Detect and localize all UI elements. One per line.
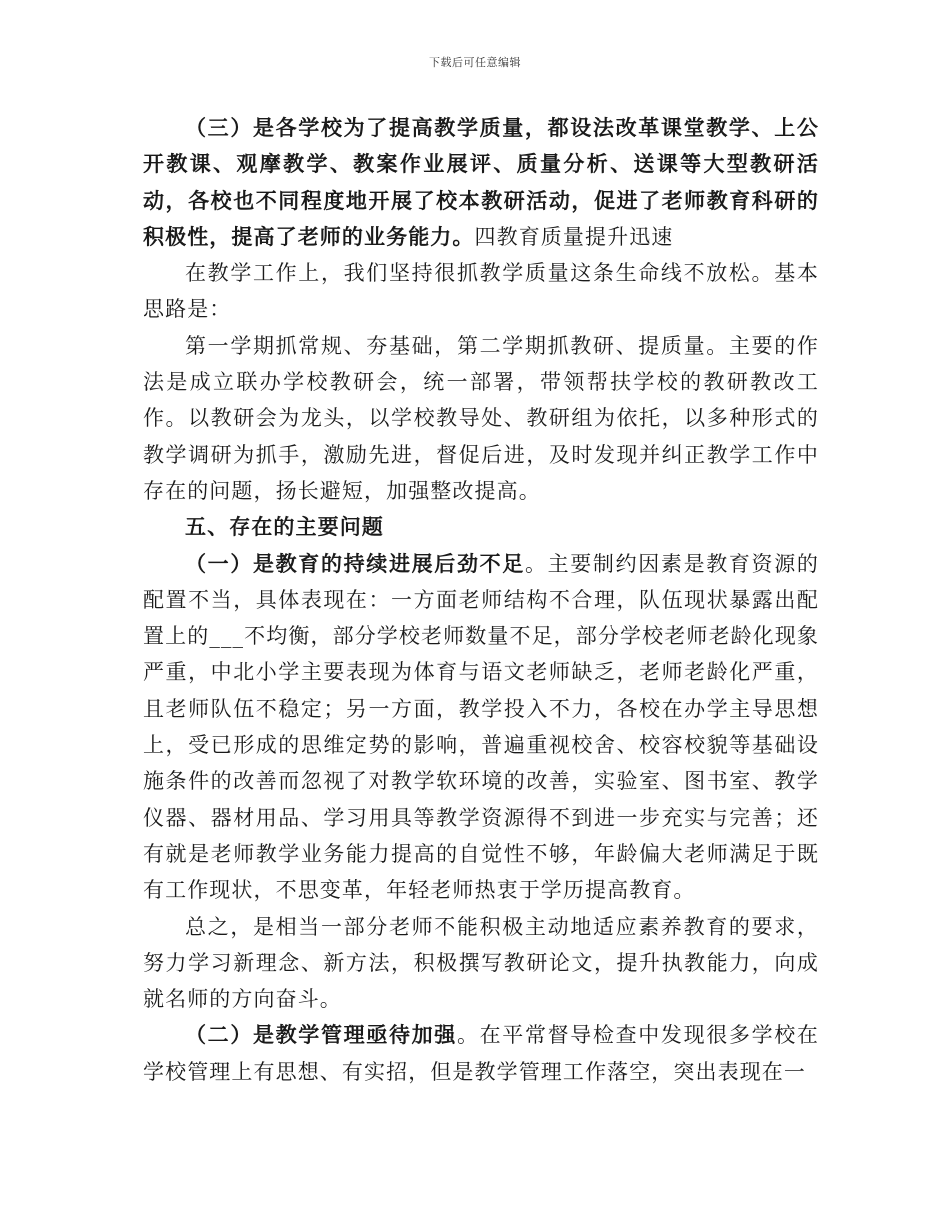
paragraph-issue-2-bold: （二）是教学管理亟待加强: [185, 1022, 457, 1048]
section-heading-five: 五、存在的主要问题: [185, 514, 384, 540]
paragraph-section-3-tail: 四教育质量提升迅速: [474, 224, 674, 249]
paragraph-issue-2-body: 。在平常督导检查中发现很多学校在学校管理上有思想、有实招，但是教学管理工作落空，突出表现在一: [143, 1023, 819, 1084]
paragraph-issue-1-body: 。主要制约因素是教育资源的配置不当，具体表现在：一方面老师结构不合理，队伍现状暴露出配置上的___不均衡，部分学校老师数量不足，部分学校老师老龄化现象严重，中北小学主要表现为体育与语文老师缺乏，老师老龄化严重，且老师队伍不稳定；另一方面，教学投入不力，各校在办学主导思想上，受已形成的思维定势的影响，普遍重视校舍、校容校貌等基础设施条件的改善而忽视了对教学软环境的改善，实验室、图书室、教学仪器、器材用品、学习用具等教学资源得不到进一步充实与完善；还有就是老师教学业务能力提高的自觉性不够，年龄偏大老师满足于既有工作现状，不思变革，年轻老师热衷于学历提高教育。: [143, 551, 819, 903]
paragraph-teaching-work: 在教学工作上，我们坚持很抓教学质量这条生命线不放松。基本思路是：: [143, 261, 819, 322]
document-body: [143, 110, 819, 1090]
paragraph-issue-1-bold: （一）是教育的持续进展后劲不足: [185, 550, 525, 576]
paragraph-issue-2: [143, 1017, 819, 1090]
paragraph-semester-plan: 第一学期抓常规、夯基础，第二学期抓教研、提质量。主要的作法是成立联办学校教研会，统一部署，带领帮扶学校的教研教改工作。以教研会为龙头，以学校教导处、教研组为依托，以多种形式的教学调研为抓手，激励先进，督促后进，及时发现并纠正教学工作中存在的问题，扬长避短，加强整改提高。: [143, 333, 819, 503]
paragraph-issue-1: [143, 546, 819, 909]
paragraph-section-3-bold: （三）是各学校为了提高教学质量，都设法改革课堂教学、上公开教课、观摩教学、教案作业展评、质量分析、送课等大型教研活动，各校也不同程度地开展了校本教研活动，促进了老师教育科研的积极性，提高了老师的业务能力。: [143, 115, 819, 249]
paragraph-section-3: [143, 110, 819, 255]
page-header-note: 下载后可任意编辑: [429, 56, 521, 69]
paragraph-summary: 总之，是相当一部分老师不能积极主动地适应素养教育的要求，努力学习新理念、新方法，积极撰写教研论文，提升执教能力，向成就名师的方向奋斗。: [143, 914, 819, 1012]
